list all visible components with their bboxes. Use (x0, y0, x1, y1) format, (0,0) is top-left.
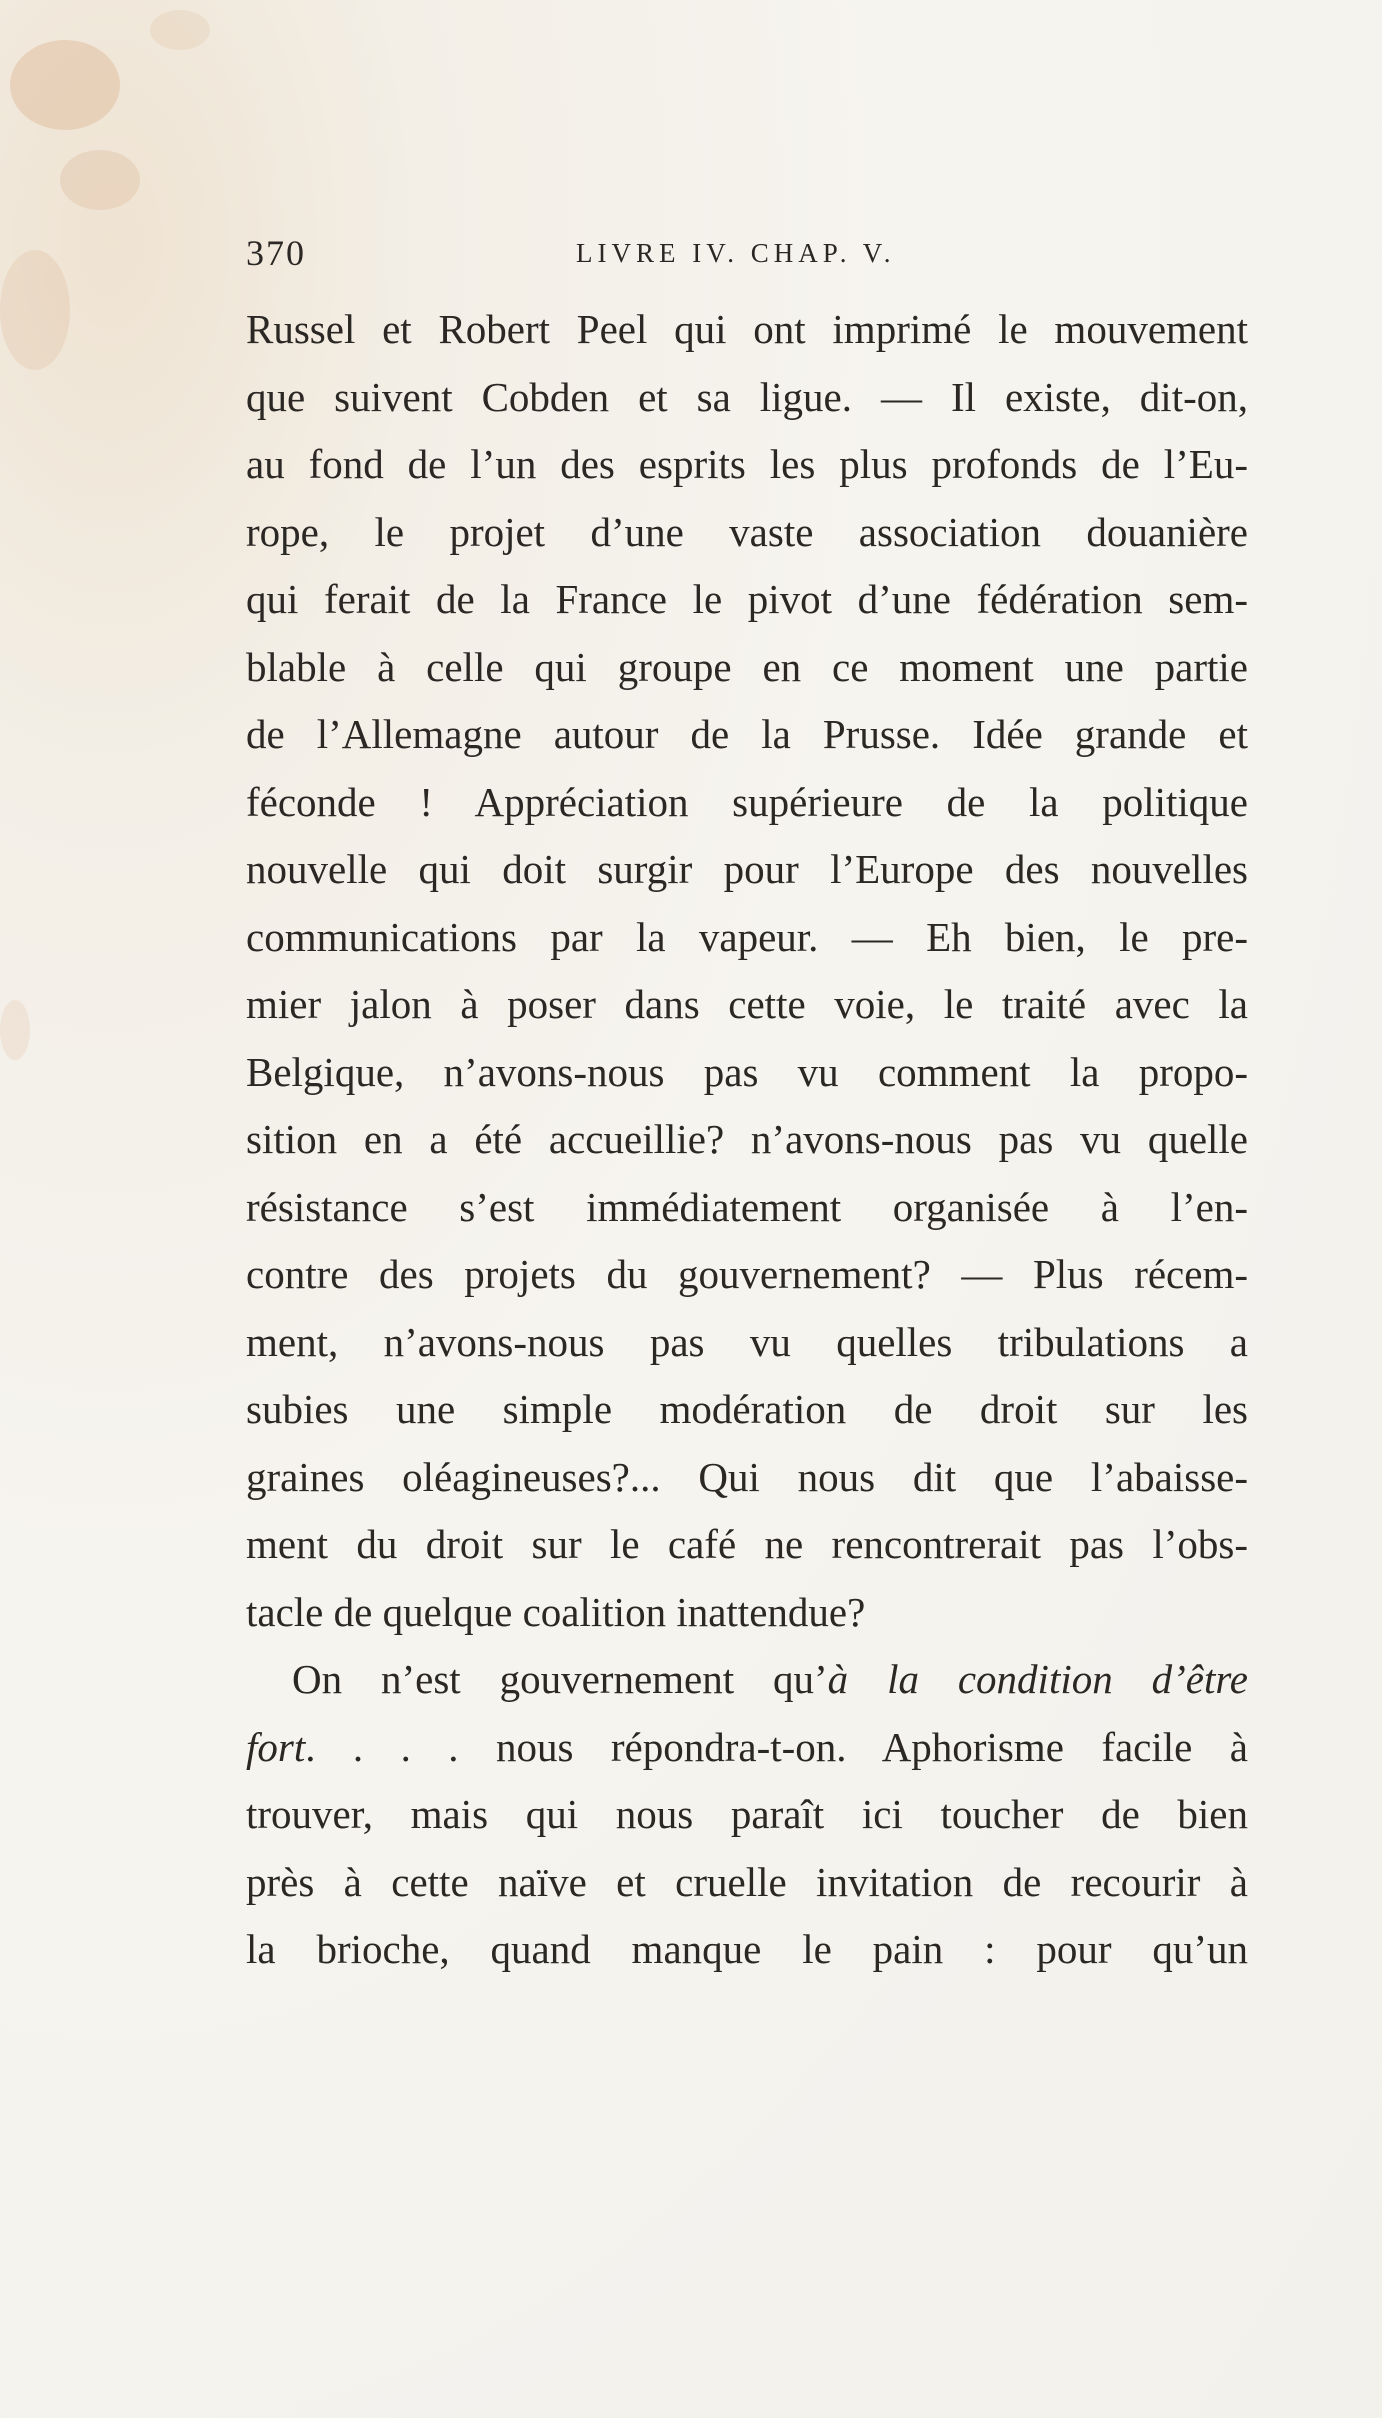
text-line: trouver, mais qui nous paraît ici toucher de bien (246, 1791, 1248, 1837)
paragraph-first-line (246, 1646, 1248, 1714)
text-line: Russel et Robert Peel qui ont imprimé le mouvement (246, 306, 1248, 352)
text-line: tacle de quelque coalition inattendue? (246, 1588, 866, 1635)
text-line: résistance s’est immédiatement organisée à l’en- (246, 1183, 1248, 1230)
text-line: qui ferait de la France le pivot d’une fédération sem- (246, 576, 1248, 622)
text-line: féconde ! Appréciation supérieure de la politique (246, 778, 1248, 825)
running-head: LIVRE IV. CHAP. V. (576, 238, 896, 268)
body-text (246, 296, 1248, 1984)
text-line: graines oléagineuses?... Qui nous dit que l’abaisse- (246, 1453, 1248, 1500)
text-line: la brioche, quand manque le pain : pour qu’un (246, 1926, 1248, 1972)
text-line: près à cette naïve et cruelle invitation de recourir à (246, 1858, 1248, 1905)
text-line: contre des projets du gouvernement? — Plus récem- (246, 1251, 1248, 1297)
page-header (246, 232, 1246, 292)
foxing-stain (0, 1000, 30, 1060)
text-line: de l’Allemagne autour de la Prusse. Idée grande et (246, 711, 1248, 757)
text-line: ment du droit sur le café ne rencontrerait pas l’obs- (246, 1521, 1248, 1567)
italic-phrase: fort (246, 1723, 306, 1770)
text-line: communications par la vapeur. — Eh bien, le pre- (246, 913, 1248, 960)
text-line: rope, le projet d’une vaste association douanière (246, 508, 1248, 555)
text-line: subies une simple modération de droit sur les (246, 1386, 1248, 1432)
text-line: ment, n’avons-nous pas vu quelles tribulations a (246, 1318, 1248, 1365)
text-line: que suivent Cobden et sa ligue. — Il existe, dit-on, (246, 373, 1248, 420)
text-run: On n’est gouvernement qu’ (292, 1656, 828, 1702)
text-line: blable à celle qui groupe en ce moment une partie (246, 643, 1248, 690)
foxing-stain (10, 40, 120, 130)
text-line: au fond de l’un des esprits les plus profonds de l’Eu- (246, 441, 1248, 487)
text-run: . . . . nous répondra-t-on. Aphorisme facile à (305, 1723, 1248, 1770)
foxing-stain (0, 250, 70, 370)
foxing-stain (150, 10, 210, 50)
text-line: Belgique, n’avons-nous pas vu comment la propo- (246, 1048, 1248, 1095)
text-line: mier jalon à poser dans cette voie, le traité avec la (246, 981, 1248, 1027)
text-line (246, 1714, 1248, 1782)
text-line: nouvelle qui doit surgir pour l’Europe des nouvelles (246, 846, 1248, 892)
foxing-stain (60, 150, 140, 210)
italic-phrase: à la condition d’être (827, 1656, 1248, 1702)
text-line: sition en a été accueillie? n’avons-nous pas vu quelle (246, 1116, 1248, 1162)
page-number: 370 (246, 233, 306, 273)
